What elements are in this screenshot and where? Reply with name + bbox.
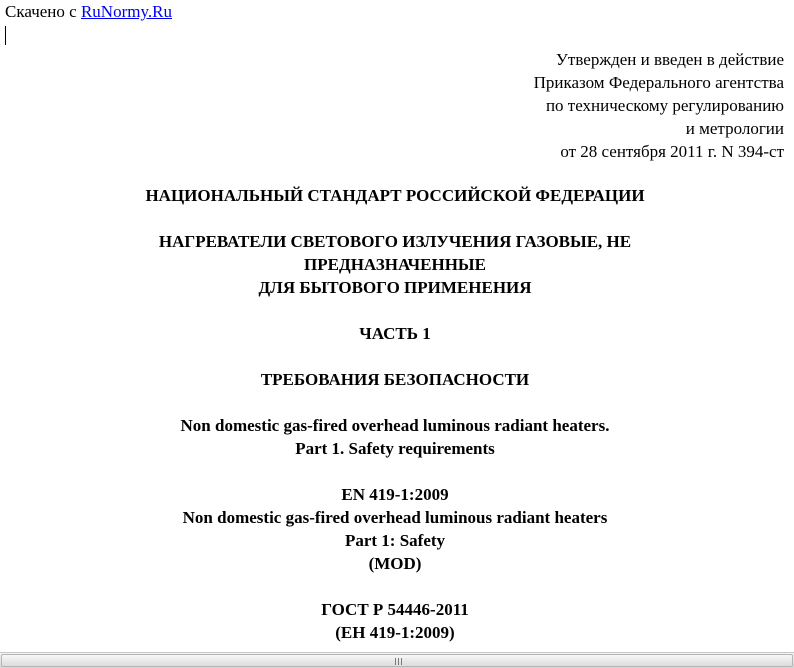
approval-line: Приказом Федерального агентства (533, 73, 784, 92)
title-line: ПРЕДНАЗНАЧЕННЫЕ (304, 255, 486, 274)
runormy-link[interactable]: RuNormy.Ru (80, 2, 172, 21)
text-cursor (5, 26, 6, 45)
part-text: ЧАСТЬ 1 (359, 324, 431, 343)
part-heading (0, 322, 790, 345)
download-source-line (5, 2, 172, 22)
subtitle-heading (0, 368, 790, 391)
approval-line: и метрологии (685, 119, 784, 138)
standard-type-heading (0, 184, 790, 207)
en-standard-line: (MOD) (368, 554, 422, 573)
approval-block (534, 48, 784, 163)
en-standard-line: EN 419-1:2009 (341, 485, 449, 504)
english-title (0, 414, 790, 460)
subtitle-text: ТРЕБОВАНИЯ БЕЗОПАСНОСТИ (260, 370, 530, 389)
gost-designation (0, 598, 790, 644)
horizontal-scrollbar[interactable] (0, 652, 794, 668)
approval-line: по техническому регулированию (545, 96, 784, 115)
en-standard-reference (0, 483, 790, 575)
title-line: ДЛЯ БЫТОВОГО ПРИМЕНЕНИЯ (258, 278, 532, 297)
title-line: НАГРЕВАТЕЛИ СВЕТОВОГО ИЗЛУЧЕНИЯ ГАЗОВЫЕ, НЕ (158, 232, 632, 251)
document-title (0, 230, 790, 299)
approval-line: от 28 сентября 2011 г. N 394-ст (560, 142, 784, 161)
english-title-line: Part 1. Safety requirements (295, 439, 495, 458)
download-source-prefix: Скачено с (5, 2, 81, 21)
english-title-line: Non domestic gas-fired overhead luminous radiant heaters. (180, 416, 610, 435)
gost-line: (ЕН 419-1:2009) (335, 623, 455, 642)
scrollbar-thumb[interactable] (1, 654, 793, 667)
approval-line: Утвержден и введен в действие (555, 50, 784, 69)
en-standard-line: Non domestic gas-fired overhead luminous radiant heaters (182, 508, 608, 527)
standard-type-text: НАЦИОНАЛЬНЫЙ СТАНДАРТ РОССИЙСКОЙ ФЕДЕРАЦИИ (145, 186, 645, 205)
grip-lines-icon (393, 658, 404, 665)
en-standard-line: Part 1: Safety (344, 531, 446, 550)
gost-line: ГОСТ Р 54446-2011 (321, 600, 469, 619)
